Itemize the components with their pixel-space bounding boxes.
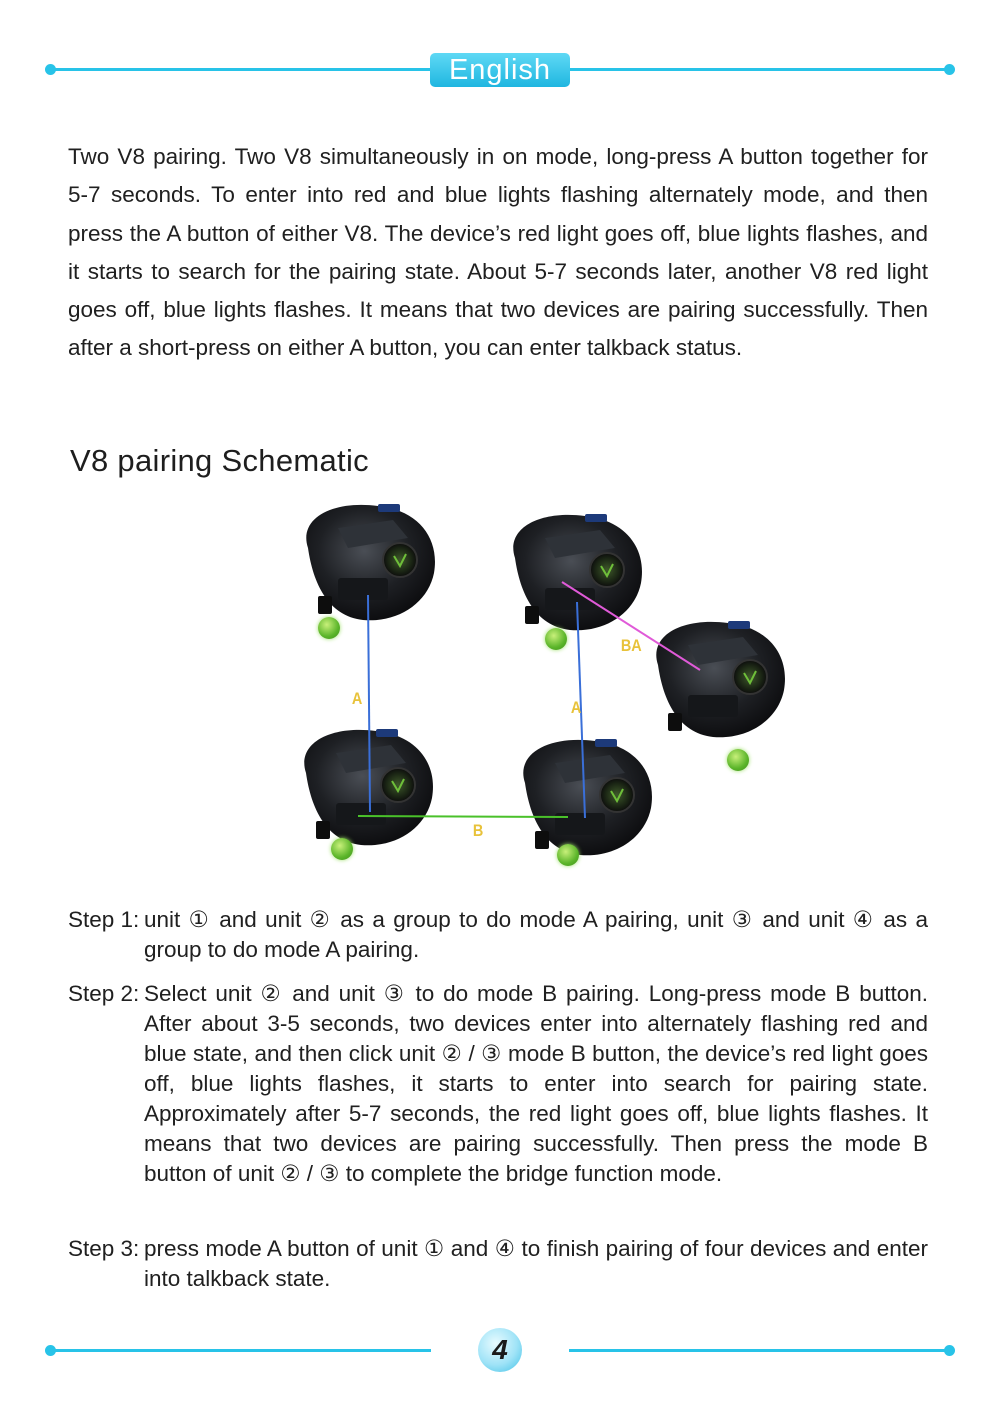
footer-rule-right-dot [944, 1345, 955, 1356]
step-3-label: Step 3: [68, 1236, 140, 1261]
step-3 [68, 1234, 928, 1294]
unit-marker-1 [318, 617, 340, 639]
step-1 [68, 905, 928, 965]
unit-marker-3 [727, 749, 749, 771]
label-b-bottom: B [472, 821, 484, 840]
footer-rule-left-dot [45, 1345, 56, 1356]
unit-marker-2 [545, 628, 567, 650]
step-2 [68, 979, 928, 1189]
label-a-left: A [351, 689, 363, 708]
header-rule-left-dot [45, 64, 56, 75]
label-ba: BA [620, 636, 642, 655]
step-3-text: press mode A button of unit ① and ④ to finish pairing of four devices and enter into talkback state. [144, 1236, 928, 1291]
header-rule-left [50, 68, 435, 71]
link-b-bottom [358, 816, 568, 817]
device-unit-5 [523, 739, 652, 855]
header-rule-right [565, 68, 950, 71]
header-rule-right-dot [944, 64, 955, 75]
pairing-diagram-svg [0, 500, 1000, 880]
label-a-right: A [570, 698, 582, 717]
page-number: 4 [478, 1328, 522, 1372]
intro-paragraph: Two V8 pairing. Two V8 simultaneously in on mode, long-press A button together for 5-7 seconds. To enter into red and blue lights flashing alternately mode, and then press the A button of either V8. The device’s red light goes off, blue lights flashes, and it starts to search for the pairing state. About 5-7 seconds later, another V8 red light goes off, blue lights flashes. It means that two devices are pairing successfully. Then after a short-press on either A button, you can enter talkback status. [68, 144, 928, 361]
step-1-text: unit ① and unit ② as a group to do mode A pairing, unit ③ and unit ④ as a group to do mode A pairing. [144, 907, 928, 962]
schematic-title: V8 pairing Schematic [70, 443, 369, 478]
footer-rule-right [569, 1349, 950, 1352]
pairing-diagram [0, 500, 1000, 880]
unit-marker-4 [331, 838, 353, 860]
unit-marker-5 [557, 844, 579, 866]
footer-rule-left [50, 1349, 431, 1352]
device-unit-1 [306, 504, 435, 620]
language-badge: English [430, 53, 570, 87]
step-2-text: Select unit ② and unit ③ to do mode B pairing. Long-press mode B button. After about 3-5 seconds, two devices enter into alternately flashing red and blue state, and then click unit ② / ③ mode B button, the device’s red light goes off, blue lights flashes, it starts to enter into search for pairing state. Approximately after 5-7 seconds, the red light goes off, blue lights flashes. It means that two devices are pairing successfully. Then press the mode B button of unit ② / ③ to complete the bridge function mode. [144, 981, 928, 1186]
step-2-label: Step 2: [68, 981, 140, 1006]
step-1-label: Step 1: [68, 907, 140, 932]
device-unit-3 [656, 621, 785, 737]
